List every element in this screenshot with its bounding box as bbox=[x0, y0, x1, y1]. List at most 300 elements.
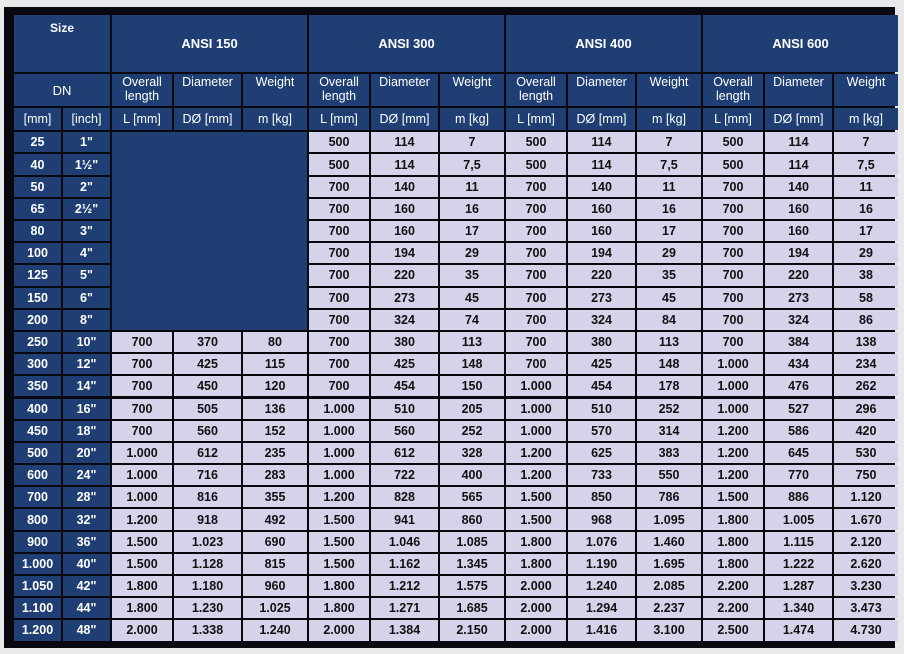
overall-length-cell: 1.000 bbox=[703, 354, 763, 374]
weight-cell: 1.460 bbox=[637, 532, 701, 552]
weight-cell: 1.345 bbox=[440, 554, 504, 574]
weight-cell: 2.620 bbox=[834, 554, 898, 574]
diameter-cell: 968 bbox=[568, 509, 635, 529]
overall-length-cell: 2.200 bbox=[703, 576, 763, 596]
diameter-cell: 220 bbox=[765, 265, 832, 285]
dn-mm-cell: 800 bbox=[14, 509, 61, 529]
weight-cell: 205 bbox=[440, 399, 504, 419]
overall-length-cell: 700 bbox=[112, 399, 172, 419]
weight-cell: 750 bbox=[834, 465, 898, 485]
overall-length-header-text: length bbox=[518, 89, 554, 104]
overall-length-cell: 1.000 bbox=[112, 465, 172, 485]
diameter-cell: 570 bbox=[568, 421, 635, 441]
overall-length-cell: 700 bbox=[309, 354, 369, 374]
overall-length-cell: 1.200 bbox=[112, 509, 172, 529]
diameter-cell: 1.384 bbox=[371, 620, 438, 640]
dn-inch-cell: 1" bbox=[63, 132, 110, 152]
overall-length-cell: 1.200 bbox=[506, 443, 566, 463]
overall-length-cell: 1.800 bbox=[506, 554, 566, 574]
diameter-cell: 160 bbox=[765, 199, 832, 219]
diameter-cell: 1.005 bbox=[765, 509, 832, 529]
overall-length-unit: L [mm] bbox=[703, 108, 763, 130]
weight-cell: 3.473 bbox=[834, 598, 898, 618]
diameter-header bbox=[568, 74, 635, 106]
weight-cell: 16 bbox=[440, 199, 504, 219]
weight-cell: 4.730 bbox=[834, 620, 898, 640]
diameter-header-text: Diameter bbox=[379, 75, 430, 90]
weight-cell: 3.100 bbox=[637, 620, 701, 640]
overall-length-cell: 1.800 bbox=[112, 576, 172, 596]
diameter-cell: 850 bbox=[568, 487, 635, 507]
overall-length-cell: 500 bbox=[506, 154, 566, 174]
overall-length-cell: 1.200 bbox=[703, 465, 763, 485]
diameter-cell: 454 bbox=[568, 376, 635, 396]
overall-length-unit: L [mm] bbox=[506, 108, 566, 130]
weight-cell: 234 bbox=[834, 354, 898, 374]
dn-mm-cell: 40 bbox=[14, 154, 61, 174]
weight-cell: 29 bbox=[440, 243, 504, 263]
weight-cell: 1.085 bbox=[440, 532, 504, 552]
overall-length-cell: 700 bbox=[703, 310, 763, 330]
weight-cell: 84 bbox=[637, 310, 701, 330]
weight-cell: 815 bbox=[243, 554, 307, 574]
diameter-header-text: Diameter bbox=[576, 75, 627, 90]
weight-cell: 2.120 bbox=[834, 532, 898, 552]
diameter-cell: 160 bbox=[371, 199, 438, 219]
weight-cell: 11 bbox=[834, 177, 898, 197]
weight-cell: 262 bbox=[834, 376, 898, 396]
overall-length-cell: 1.200 bbox=[309, 487, 369, 507]
weight-cell: 1.240 bbox=[243, 620, 307, 640]
overall-length-cell: 500 bbox=[703, 132, 763, 152]
diameter-cell: 220 bbox=[371, 265, 438, 285]
dn-mm-cell: 1.000 bbox=[14, 554, 61, 574]
overall-length-cell: 700 bbox=[309, 310, 369, 330]
weight-cell: 17 bbox=[440, 221, 504, 241]
overall-length-cell: 1.200 bbox=[506, 465, 566, 485]
weight-cell: 492 bbox=[243, 509, 307, 529]
diameter-cell: 1.076 bbox=[568, 532, 635, 552]
diameter-cell: 273 bbox=[371, 288, 438, 308]
weight-cell: 58 bbox=[834, 288, 898, 308]
overall-length-cell: 2.500 bbox=[703, 620, 763, 640]
overall-length-cell: 1.200 bbox=[703, 443, 763, 463]
weight-cell: 1.670 bbox=[834, 509, 898, 529]
diameter-cell: 114 bbox=[765, 132, 832, 152]
overall-length-cell: 1.500 bbox=[703, 487, 763, 507]
diameter-cell: 370 bbox=[174, 332, 241, 352]
diameter-cell: 625 bbox=[568, 443, 635, 463]
dn-mm-cell: 250 bbox=[14, 332, 61, 352]
weight-cell: 178 bbox=[637, 376, 701, 396]
diameter-cell: 510 bbox=[568, 399, 635, 419]
dn-inch-cell: 2½" bbox=[63, 199, 110, 219]
weight-cell: 150 bbox=[440, 376, 504, 396]
overall-length-cell: 1.500 bbox=[506, 487, 566, 507]
diameter-cell: 1.230 bbox=[174, 598, 241, 618]
diameter-unit: DØ [mm] bbox=[765, 108, 832, 130]
dn-inch-cell: 16" bbox=[63, 399, 110, 419]
weight-cell: 120 bbox=[243, 376, 307, 396]
diameter-cell: 770 bbox=[765, 465, 832, 485]
diameter-cell: 560 bbox=[371, 421, 438, 441]
overall-length-header-text: length bbox=[715, 89, 751, 104]
overall-length-cell: 700 bbox=[309, 332, 369, 352]
weight-cell: 45 bbox=[637, 288, 701, 308]
dn-mm-cell: 1.050 bbox=[14, 576, 61, 596]
diameter-header-text: Diameter bbox=[773, 75, 824, 90]
overall-length-cell: 700 bbox=[506, 310, 566, 330]
diameter-cell: 425 bbox=[568, 354, 635, 374]
diameter-cell: 1.416 bbox=[568, 620, 635, 640]
diameter-cell: 612 bbox=[371, 443, 438, 463]
diameter-cell: 324 bbox=[371, 310, 438, 330]
diameter-cell: 1.162 bbox=[371, 554, 438, 574]
weight-cell: 7,5 bbox=[834, 154, 898, 174]
overall-length-header bbox=[506, 74, 566, 106]
weight-cell: 74 bbox=[440, 310, 504, 330]
diameter-cell: 886 bbox=[765, 487, 832, 507]
diameter-cell: 1.271 bbox=[371, 598, 438, 618]
diameter-cell: 194 bbox=[568, 243, 635, 263]
weight-cell: 565 bbox=[440, 487, 504, 507]
weight-cell: 400 bbox=[440, 465, 504, 485]
overall-length-cell: 500 bbox=[506, 132, 566, 152]
diameter-cell: 454 bbox=[371, 376, 438, 396]
overall-length-cell: 1.000 bbox=[506, 376, 566, 396]
dn-inch-cell: 12" bbox=[63, 354, 110, 374]
overall-length-header bbox=[112, 74, 172, 106]
diameter-cell: 645 bbox=[765, 443, 832, 463]
dn-inch-cell: 44" bbox=[63, 598, 110, 618]
dn-inch-cell: 2" bbox=[63, 177, 110, 197]
overall-length-cell: 700 bbox=[703, 243, 763, 263]
overall-length-cell: 700 bbox=[703, 177, 763, 197]
weight-cell: 328 bbox=[440, 443, 504, 463]
overall-length-cell: 1.800 bbox=[703, 509, 763, 529]
weight-cell: 383 bbox=[637, 443, 701, 463]
weight-cell: 2.150 bbox=[440, 620, 504, 640]
dn-inch-cell: 32" bbox=[63, 509, 110, 529]
weight-unit: m [kg] bbox=[834, 108, 898, 130]
dn-inch-cell: 5" bbox=[63, 265, 110, 285]
diameter-cell: 160 bbox=[765, 221, 832, 241]
diameter-header-text: Diameter bbox=[182, 75, 233, 90]
overall-length-cell: 700 bbox=[506, 243, 566, 263]
weight-cell: 530 bbox=[834, 443, 898, 463]
diameter-cell: 160 bbox=[568, 221, 635, 241]
dn-mm-cell: 1.200 bbox=[14, 620, 61, 640]
weight-cell: 7 bbox=[637, 132, 701, 152]
weight-cell: 283 bbox=[243, 465, 307, 485]
overall-length-cell: 700 bbox=[506, 221, 566, 241]
dn-inch-cell: 14" bbox=[63, 376, 110, 396]
weight-cell: 115 bbox=[243, 354, 307, 374]
overall-length-cell: 1.000 bbox=[112, 443, 172, 463]
weight-cell: 138 bbox=[834, 332, 898, 352]
diameter-cell: 941 bbox=[371, 509, 438, 529]
dn-mm-cell: 25 bbox=[14, 132, 61, 152]
overall-length-cell: 1.500 bbox=[112, 532, 172, 552]
diameter-cell: 1.294 bbox=[568, 598, 635, 618]
dn-inch-cell: 8" bbox=[63, 310, 110, 330]
diameter-cell: 425 bbox=[371, 354, 438, 374]
overall-length-cell: 700 bbox=[703, 288, 763, 308]
diameter-cell: 612 bbox=[174, 443, 241, 463]
diameter-cell: 140 bbox=[371, 177, 438, 197]
overall-length-cell: 1.800 bbox=[112, 598, 172, 618]
dn-mm-cell: 900 bbox=[14, 532, 61, 552]
overall-length-cell: 1.000 bbox=[506, 399, 566, 419]
weight-cell: 1.685 bbox=[440, 598, 504, 618]
overall-length-cell: 700 bbox=[309, 221, 369, 241]
diameter-cell: 816 bbox=[174, 487, 241, 507]
diameter-cell: 273 bbox=[568, 288, 635, 308]
weight-cell: 786 bbox=[637, 487, 701, 507]
dn-header: DN bbox=[14, 74, 110, 106]
overall-length-unit: L [mm] bbox=[112, 108, 172, 130]
diameter-cell: 194 bbox=[371, 243, 438, 263]
weight-cell: 2.237 bbox=[637, 598, 701, 618]
diameter-cell: 194 bbox=[765, 243, 832, 263]
dn-inch-cell: 18" bbox=[63, 421, 110, 441]
weight-cell: 113 bbox=[637, 332, 701, 352]
diameter-cell: 1.474 bbox=[765, 620, 832, 640]
diameter-cell: 114 bbox=[568, 154, 635, 174]
weight-unit: m [kg] bbox=[637, 108, 701, 130]
overall-length-cell: 700 bbox=[506, 354, 566, 374]
weight-cell: 29 bbox=[834, 243, 898, 263]
weight-cell: 11 bbox=[637, 177, 701, 197]
weight-cell: 1.575 bbox=[440, 576, 504, 596]
overall-length-cell: 700 bbox=[309, 265, 369, 285]
overall-length-cell: 1.800 bbox=[506, 532, 566, 552]
overall-length-cell: 2.000 bbox=[309, 620, 369, 640]
overall-length-cell: 700 bbox=[703, 332, 763, 352]
overall-length-header-text: Overall bbox=[516, 75, 556, 90]
group-header-ansi-300: ANSI 300 bbox=[309, 15, 504, 72]
dn-inch-cell: 10" bbox=[63, 332, 110, 352]
overall-length-cell: 700 bbox=[703, 265, 763, 285]
overall-length-cell: 500 bbox=[309, 132, 369, 152]
weight-cell: 1.120 bbox=[834, 487, 898, 507]
overall-length-cell: 700 bbox=[112, 421, 172, 441]
weight-cell: 35 bbox=[637, 265, 701, 285]
weight-cell: 11 bbox=[440, 177, 504, 197]
overall-length-header-text: length bbox=[321, 89, 357, 104]
weight-header bbox=[834, 74, 898, 106]
diameter-cell: 380 bbox=[371, 332, 438, 352]
diameter-cell: 828 bbox=[371, 487, 438, 507]
table-frame bbox=[4, 7, 895, 648]
dn-mm-cell: 65 bbox=[14, 199, 61, 219]
overall-length-cell: 700 bbox=[309, 199, 369, 219]
overall-length-cell: 2.000 bbox=[506, 620, 566, 640]
dn-mm-cell: 450 bbox=[14, 421, 61, 441]
weight-cell: 35 bbox=[440, 265, 504, 285]
weight-cell: 1.695 bbox=[637, 554, 701, 574]
diameter-cell: 1.287 bbox=[765, 576, 832, 596]
dn-mm-cell: 200 bbox=[14, 310, 61, 330]
diameter-cell: 380 bbox=[568, 332, 635, 352]
weight-cell: 148 bbox=[637, 354, 701, 374]
weight-cell: 2.085 bbox=[637, 576, 701, 596]
diameter-unit: DØ [mm] bbox=[174, 108, 241, 130]
unit-inch-header: [inch] bbox=[63, 108, 110, 130]
diameter-cell: 1.190 bbox=[568, 554, 635, 574]
dn-mm-cell: 80 bbox=[14, 221, 61, 241]
diameter-cell: 527 bbox=[765, 399, 832, 419]
weight-cell: 252 bbox=[440, 421, 504, 441]
size-header: Size bbox=[14, 15, 110, 72]
weight-cell: 17 bbox=[637, 221, 701, 241]
overall-length-cell: 1.200 bbox=[703, 421, 763, 441]
weight-cell: 17 bbox=[834, 221, 898, 241]
diameter-cell: 1.046 bbox=[371, 532, 438, 552]
weight-cell: 252 bbox=[637, 399, 701, 419]
weight-cell: 1.025 bbox=[243, 598, 307, 618]
overall-length-cell: 500 bbox=[703, 154, 763, 174]
dn-inch-cell: 20" bbox=[63, 443, 110, 463]
dn-mm-cell: 1.100 bbox=[14, 598, 61, 618]
overall-length-cell: 700 bbox=[506, 332, 566, 352]
overall-length-cell: 1.000 bbox=[703, 399, 763, 419]
dn-mm-cell: 350 bbox=[14, 376, 61, 396]
diameter-cell: 722 bbox=[371, 465, 438, 485]
diameter-cell: 160 bbox=[568, 199, 635, 219]
overall-length-cell: 700 bbox=[506, 199, 566, 219]
weight-header-text: Weight bbox=[649, 75, 689, 90]
diameter-cell: 114 bbox=[765, 154, 832, 174]
weight-cell: 296 bbox=[834, 399, 898, 419]
weight-cell: 29 bbox=[637, 243, 701, 263]
overall-length-unit: L [mm] bbox=[309, 108, 369, 130]
overall-length-cell: 1.000 bbox=[309, 465, 369, 485]
unit-mm-header: [mm] bbox=[14, 108, 61, 130]
diameter-cell: 1.115 bbox=[765, 532, 832, 552]
overall-length-cell: 1.000 bbox=[112, 487, 172, 507]
overall-length-cell: 2.000 bbox=[506, 598, 566, 618]
overall-length-cell: 700 bbox=[112, 332, 172, 352]
weight-cell: 420 bbox=[834, 421, 898, 441]
overall-length-cell: 1.800 bbox=[309, 576, 369, 596]
dn-mm-cell: 700 bbox=[14, 487, 61, 507]
weight-cell: 7,5 bbox=[637, 154, 701, 174]
weight-header-text: Weight bbox=[255, 75, 295, 90]
overall-length-cell: 2.000 bbox=[506, 576, 566, 596]
ansi-150-unavailable-block bbox=[112, 132, 307, 330]
diameter-cell: 505 bbox=[174, 399, 241, 419]
dn-mm-cell: 300 bbox=[14, 354, 61, 374]
weight-cell: 235 bbox=[243, 443, 307, 463]
overall-length-cell: 1.000 bbox=[309, 443, 369, 463]
overall-length-header bbox=[703, 74, 763, 106]
weight-cell: 16 bbox=[637, 199, 701, 219]
weight-cell: 86 bbox=[834, 310, 898, 330]
diameter-cell: 160 bbox=[371, 221, 438, 241]
dn-inch-cell: 6" bbox=[63, 288, 110, 308]
group-header-ansi-150: ANSI 150 bbox=[112, 15, 307, 72]
dn-mm-cell: 150 bbox=[14, 288, 61, 308]
diameter-cell: 324 bbox=[568, 310, 635, 330]
diameter-cell: 1.338 bbox=[174, 620, 241, 640]
diameter-cell: 220 bbox=[568, 265, 635, 285]
overall-length-cell: 1.800 bbox=[703, 532, 763, 552]
overall-length-cell: 700 bbox=[506, 288, 566, 308]
diameter-header bbox=[174, 74, 241, 106]
overall-length-cell: 700 bbox=[703, 199, 763, 219]
overall-length-cell: 1.500 bbox=[309, 532, 369, 552]
weight-cell: 3.230 bbox=[834, 576, 898, 596]
diameter-cell: 324 bbox=[765, 310, 832, 330]
diameter-cell: 1.023 bbox=[174, 532, 241, 552]
weight-cell: 550 bbox=[637, 465, 701, 485]
diameter-unit: DØ [mm] bbox=[568, 108, 635, 130]
dn-mm-cell: 50 bbox=[14, 177, 61, 197]
diameter-cell: 140 bbox=[765, 177, 832, 197]
overall-length-cell: 1.800 bbox=[703, 554, 763, 574]
diameter-cell: 384 bbox=[765, 332, 832, 352]
overall-length-cell: 1.500 bbox=[309, 509, 369, 529]
overall-length-cell: 700 bbox=[309, 177, 369, 197]
overall-length-cell: 1.000 bbox=[309, 399, 369, 419]
weight-header bbox=[637, 74, 701, 106]
diameter-cell: 586 bbox=[765, 421, 832, 441]
weight-cell: 38 bbox=[834, 265, 898, 285]
weight-cell: 16 bbox=[834, 199, 898, 219]
weight-cell: 1.095 bbox=[637, 509, 701, 529]
overall-length-cell: 700 bbox=[309, 288, 369, 308]
diameter-unit: DØ [mm] bbox=[371, 108, 438, 130]
diameter-cell: 273 bbox=[765, 288, 832, 308]
diameter-cell: 114 bbox=[371, 132, 438, 152]
diameter-cell: 560 bbox=[174, 421, 241, 441]
dn-inch-cell: 28" bbox=[63, 487, 110, 507]
diameter-cell: 1.128 bbox=[174, 554, 241, 574]
overall-length-cell: 1.800 bbox=[309, 598, 369, 618]
diameter-cell: 1.340 bbox=[765, 598, 832, 618]
weight-cell: 690 bbox=[243, 532, 307, 552]
weight-unit: m [kg] bbox=[440, 108, 504, 130]
weight-cell: 7 bbox=[834, 132, 898, 152]
diameter-cell: 716 bbox=[174, 465, 241, 485]
weight-header-text: Weight bbox=[452, 75, 492, 90]
weight-cell: 860 bbox=[440, 509, 504, 529]
overall-length-cell: 500 bbox=[309, 154, 369, 174]
overall-length-cell: 700 bbox=[506, 177, 566, 197]
diameter-cell: 434 bbox=[765, 354, 832, 374]
overall-length-cell: 2.000 bbox=[112, 620, 172, 640]
dn-mm-cell: 125 bbox=[14, 265, 61, 285]
weight-cell: 7,5 bbox=[440, 154, 504, 174]
diameter-cell: 114 bbox=[568, 132, 635, 152]
diameter-cell: 1.180 bbox=[174, 576, 241, 596]
group-header-ansi-400: ANSI 400 bbox=[506, 15, 701, 72]
overall-length-cell: 700 bbox=[309, 243, 369, 263]
overall-length-header-text: Overall bbox=[122, 75, 162, 90]
weight-cell: 45 bbox=[440, 288, 504, 308]
weight-header bbox=[243, 74, 307, 106]
diameter-cell: 425 bbox=[174, 354, 241, 374]
overall-length-cell: 1.000 bbox=[703, 376, 763, 396]
dn-inch-cell: 24" bbox=[63, 465, 110, 485]
overall-length-cell: 1.000 bbox=[506, 421, 566, 441]
ansi-dimension-table bbox=[14, 15, 892, 649]
dn-inch-cell: 42" bbox=[63, 576, 110, 596]
weight-header-text: Weight bbox=[846, 75, 886, 90]
diameter-cell: 140 bbox=[568, 177, 635, 197]
weight-cell: 314 bbox=[637, 421, 701, 441]
